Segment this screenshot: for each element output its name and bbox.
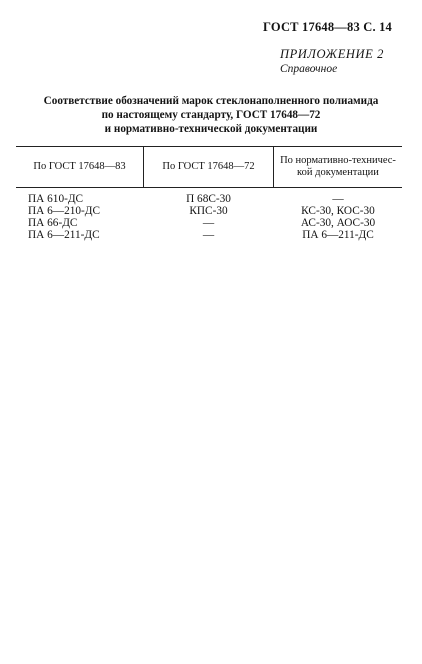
- column-header-line: кой документации: [297, 166, 379, 178]
- cell-normative-doc: АС-30, АОС-30: [300, 217, 376, 229]
- table-row: [16, 217, 402, 229]
- cell-gost-1972: КПС-30: [189, 205, 228, 217]
- cell-gost-1983: ПА 610-ДС: [28, 193, 84, 205]
- column-header-gost-1972: По ГОСТ 17648—72: [162, 160, 255, 172]
- appendix-label: ПРИЛОЖЕНИЕ 2: [279, 47, 384, 61]
- table-title: [0, 94, 422, 136]
- cell-gost-1983: ПА 66-ДС: [28, 217, 78, 229]
- cell-gost-1972: —: [202, 229, 215, 241]
- column-header-normative-docs: [274, 146, 402, 187]
- column-header-line: По нормативно-техничес-: [280, 154, 396, 166]
- table-row: [16, 205, 402, 217]
- cell-gost-1983: ПА 6—211-ДС: [28, 229, 100, 241]
- header-bottom-rule: [16, 187, 402, 188]
- cell-gost-1972: П 68С-30: [186, 193, 231, 205]
- table-body: [16, 193, 402, 241]
- table-row: [16, 193, 402, 205]
- column-header-gost-1983: По ГОСТ 17648—83: [33, 160, 126, 172]
- table-title-line-3: и нормативно-технической документации: [104, 123, 318, 135]
- table-title-line-2: по настоящему стандарту, ГОСТ 17648—72: [101, 109, 321, 121]
- table-title-line-1: Соответствие обозначений марок стеклонаполненного полиамида: [43, 95, 379, 107]
- cell-normative-doc: КС-30, КОС-30: [301, 205, 375, 217]
- appendix-type: Справочное: [279, 63, 338, 75]
- cell-normative-doc: ПА 6—211-ДС: [302, 229, 374, 241]
- page-header-standard-ref: ГОСТ 17648—83 С. 14: [263, 20, 392, 34]
- cell-gost-1972: —: [202, 217, 215, 229]
- column-header-normative-docs-text: [280, 155, 396, 179]
- cell-normative-doc: —: [332, 193, 344, 205]
- table-row: [16, 229, 402, 241]
- appendix-block: [280, 47, 384, 75]
- cell-gost-1983: ПА 6—210-ДС: [28, 205, 101, 217]
